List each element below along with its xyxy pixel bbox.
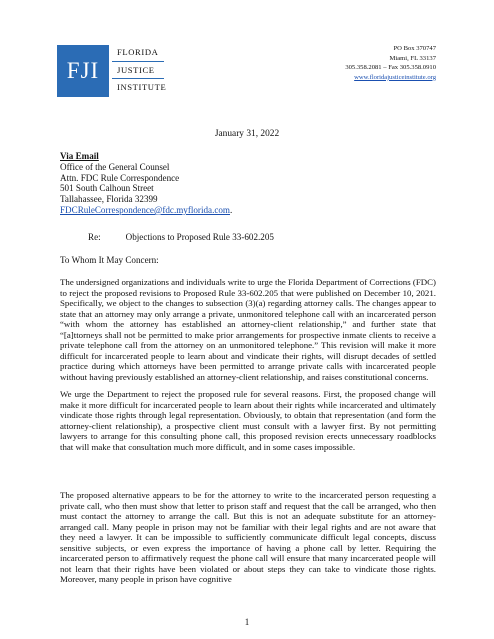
logo-text: FJI: [66, 58, 100, 83]
body-paragraph: The undersigned organizations and individuals write to urge the Florida Department of Corrections (FDC) to reject the proposed revisions to Proposed Rule 33-602.205 that were published on December 10, 2021. Specifically, we object to the changes to subsection (3)(a) regarding attorney calls. The changes appear to state that an attorney may only arrange a private, unmonitored telephone call with an incarcerated person “with whom the attorney has established an attorney-client relationship,” and further state that “[a]ttorneys shall not be permitted to make prior arrangements for prospective inmate clients to receive a private telephone call from the attorney on an unmonitored telephone.” This revision will make it more difficult for incarcerated people to learn about and vindicate their rights, will disrupt decades of settled practice during which attorneys have been permitted to arrange private calls with incarcerated people without having previously established an attorney-client relationship, and raises constitutional concerns.: [60, 277, 436, 382]
org-name-line-2: JUSTICE: [117, 64, 155, 75]
org-name-line-1: FLORIDA: [117, 47, 159, 57]
website-link[interactable]: www.floridajusticeinstitute.org: [354, 73, 436, 81]
email-period: .: [230, 204, 233, 215]
salutation: To Whom It May Concern:: [60, 255, 159, 265]
body-paragraph: We urge the Department to reject the proposed rule for several reasons. First, the proposed change will make it more difficult for incarcerated people to learn about their rights while incarcerated and ultimately vindicate those rights through legal representation. Obviously, to obtain that representation (and form the attorney-client relationship), a prospective client must consult with a lawyer first. By not permitting lawyers to arrange for this consulting phone call, this proposed revision erects unnecessary roadblocks that will make that consultation much more difficult, and in some cases impossible.: [60, 389, 436, 452]
page-number: 1: [244, 617, 250, 627]
letterhead-divider: [112, 78, 164, 79]
re-label: Re:: [88, 232, 101, 242]
organization-name: [117, 44, 166, 97]
phone-fax: 305.358.2081 – Fax 305.358.0910: [345, 64, 436, 72]
recipient-line-2: Attn. FDC Rule Correspondence: [60, 172, 180, 183]
letterhead-divider: [112, 61, 164, 62]
po-box: PO Box 370747: [393, 45, 436, 52]
body-paragraph: The proposed alternative appears to be for the attorney to write to the incarcerated person requesting a private call, who then must show that letter to prison staff and request that the call be arranged, who then must contact the attorney to arrange the call. But this is not an adequate substitute for an attorney-arranged call. Many people in prison may not be familiar with their legal rights and are not aware that they need a lawyer. It can be impossible to sufficiently communicate difficult legal concepts, discuss sensitive subjects, or even express the importance of having a phone call by letter. Requiring the incarcerated person to affirmatively request the phone call will ensure that many incarcerated people will not learn that their rights have been violated or about steps they can take to vindicate those rights. Moreover, many people in prison have cognitive: [60, 490, 436, 584]
letter-date: January 31, 2022: [214, 129, 280, 139]
recipient-line-4: Tallahassee, Florida 32399: [60, 194, 158, 205]
subject-line: [88, 232, 274, 242]
org-name-line-3: INSTITUTE: [117, 82, 167, 93]
contact-block: [345, 44, 436, 82]
recipient-line-1: Office of the General Counsel: [60, 161, 170, 172]
fji-logo: [57, 45, 109, 97]
delivery-method: Via Email: [60, 151, 99, 161]
recipient-line-3: 501 South Calhoun Street: [60, 183, 154, 194]
recipient-email-link[interactable]: FDCRuleCorrespondence@fdc.myflorida.com: [60, 204, 231, 215]
subject-text: Objections to Proposed Rule 33-602.205: [125, 232, 274, 242]
recipient-address: [60, 151, 232, 216]
city-state-zip: Miami, FL 33137: [389, 54, 436, 62]
